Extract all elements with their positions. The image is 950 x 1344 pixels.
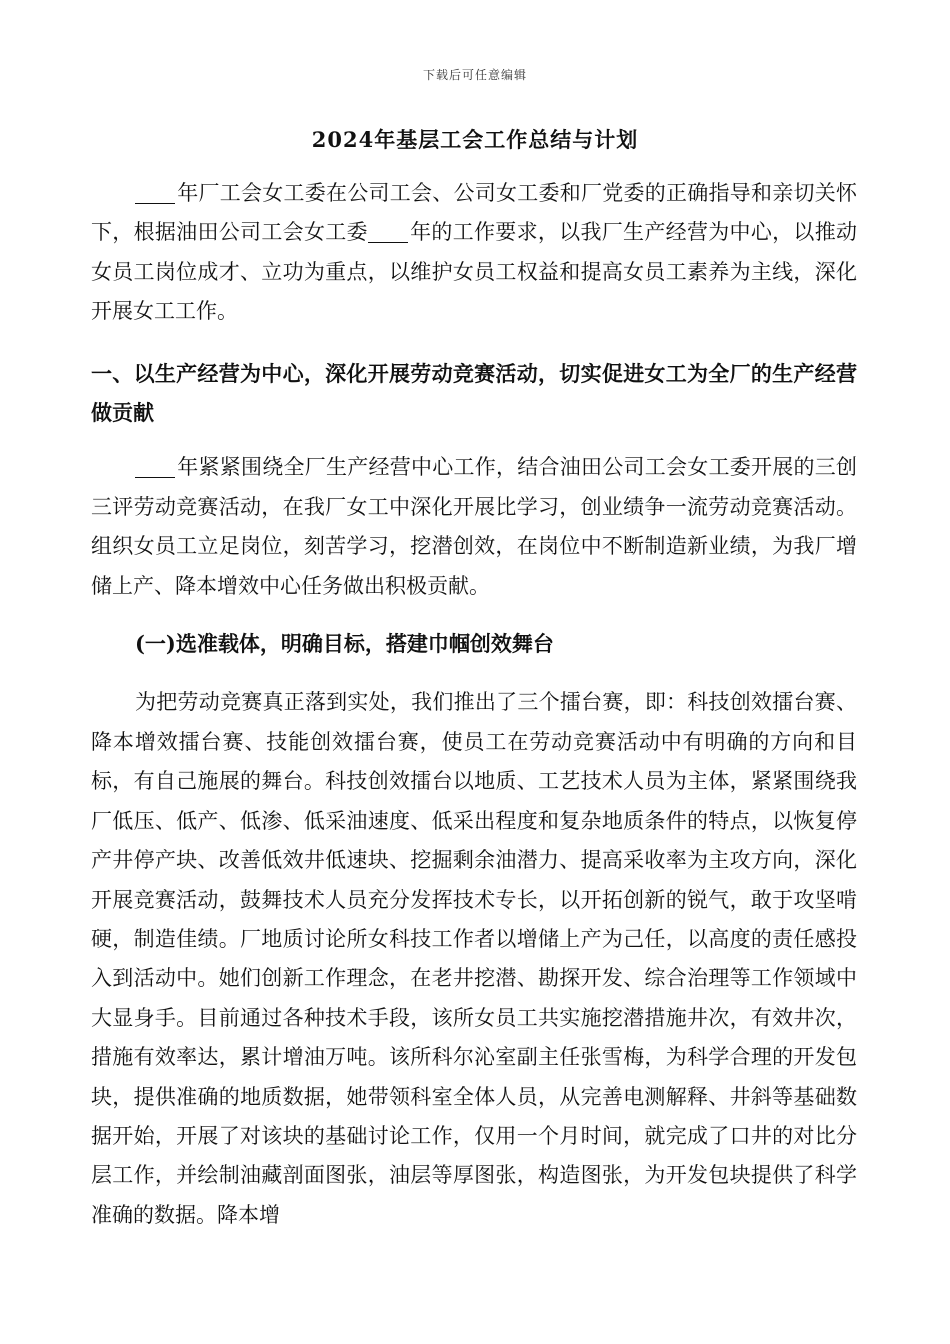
intro-text-1: 年厂工会女工委在公司工会、公司女工委和厂党委的正确指导和亲切关怀下，根据油田公司工会女工委 — [91, 181, 857, 245]
intro-paragraph — [91, 174, 857, 332]
header-note: 下载后可任意编辑 — [422, 68, 527, 82]
section-paragraph-text: 年紧紧围绕全厂生产经营中心工作，结合油田公司工会女工委开展的三创三评劳动竞赛活动，在我厂女工中深化开展比学习，创业绩争一流劳动竞赛活动。组织女员工立足岗位，刻苦学习，挖潜创效，在岗位中不断制造新业绩，为我厂增储上产、降本增效中心任务做出积极贡献。 — [91, 455, 857, 598]
page-title: 2024年基层工会工作总结与计划 — [311, 127, 639, 152]
fill-in-blank — [135, 181, 175, 204]
subsection-heading: (一)选准载体，明确目标，搭建巾帼创效舞台 — [135, 631, 554, 657]
subsection-paragraph: 为把劳动竞赛真正落到实处，我们推出了三个擂台赛，即：科技创效擂台赛、降本增效擂台赛、技能创效擂台赛，使员工在劳动竞赛活动中有明确的方向和目标，有自己施展的舞台。科技创效擂台以地质、工艺技术人员为主体，紧紧围绕我厂低压、低产、低渗、低采油速度、低采出程度和复杂地质条件的特点，以恢复停产井停产块、改善低效井低速块、挖掘剩余油潜力、提高采收率为主攻方向，深化开展竞赛活动，鼓舞技术人员充分发挥技术专长，以开拓创新的锐气，敢于攻坚啃硬，制造佳绩。厂地质讨论所女科技工作者以增储上产为己任，以高度的责任感投入到活动中。她们创新工作理念，在老井挖潜、勘探开发、综合治理等工作领域中大显身手。目前通过各种技术手段，该所女员工共实施挖潜措施井次，有效井次，措施有效率达，累计增油万吨。该所科尔沁室副主任张雪梅，为科学合理的开发包块，提供准确的地质数据，她带领科室全体人员，从完善电测解释、井斜等基础数据开始，开展了对该块的基础讨论工作，仅用一个月时间，就完成了口井的对比分层工作，并绘制油藏剖面图张，油层等厚图张，构造图张，为开发包块提供了科学准确的数据。降本增 — [91, 690, 857, 1227]
section-heading: 一、以生产经营为中心，深化开展劳动竞赛活动，切实促进女工为全厂的生产经营做贡献 — [91, 360, 857, 426]
document-body — [91, 174, 857, 1235]
fill-in-blank — [135, 455, 175, 478]
intro-text-2: 年的工作要求，以我厂生产经营为中心，以推动女员工岗位成才、立功为重点，以维护女员工权益和提高女员工素养为主线，深化开展女工工作。 — [91, 220, 858, 324]
section-paragraph — [91, 448, 857, 606]
fill-in-blank — [368, 220, 408, 243]
